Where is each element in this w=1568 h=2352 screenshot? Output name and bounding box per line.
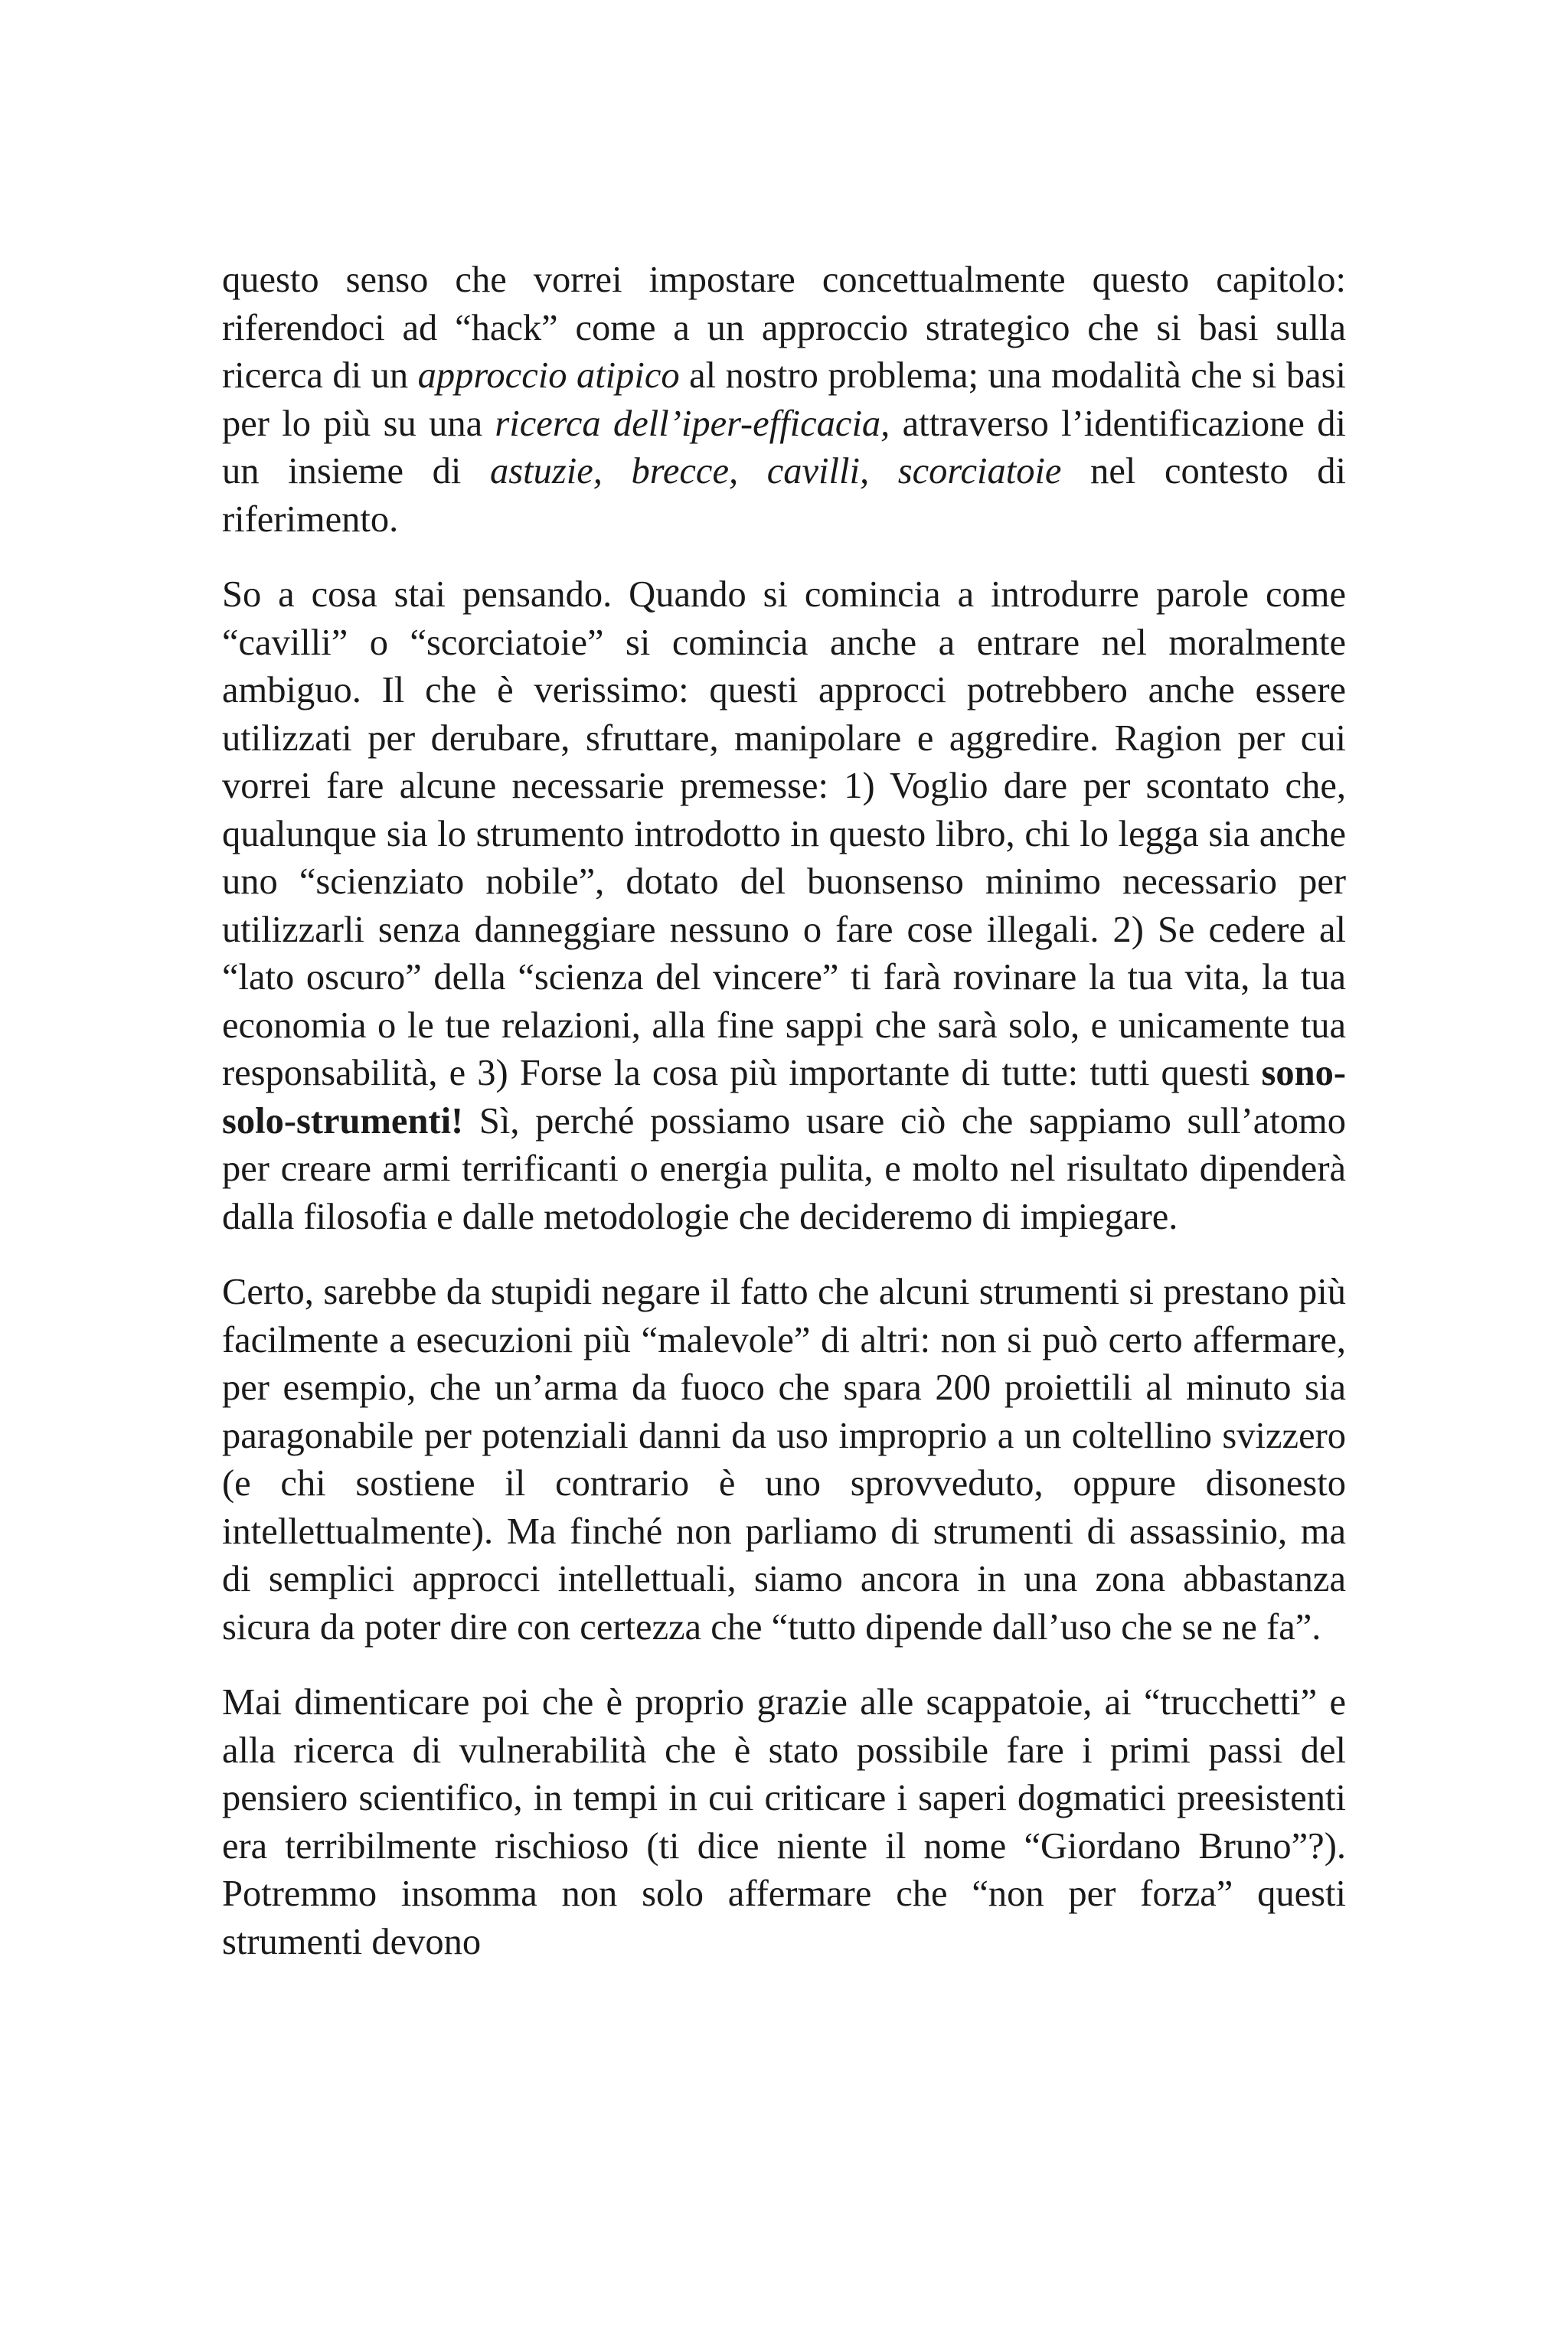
- bold-text: sono-solo-strumenti!: [222, 1053, 1346, 1142]
- paragraph: [222, 1269, 1346, 1651]
- text-run: al nostro problema; una modalità che si basi per lo più su una: [222, 355, 1347, 444]
- text-run: Certo, sarebbe da stupidi negare il fatto che alcuni strumenti si prestano più facilmente a esecuzioni più “malevole” di altri: non si può certo affermare, per esempio, che un’arma da fuoco che spara 200 proiettili al minuto sia paragonabile per potenziali danni da uso improprio a un coltellino svizzero (e chi sostiene il contrario è uno sprovveduto, oppure disonesto intellettualmente). Ma finché non parliamo di strumenti di assassinio, ma di semplici approcci intellettuali, siamo ancora in una zona abbastanza sicura da poter dire con certezza che “tutto dipende dall’uso che se ne fa”.: [222, 1272, 1346, 1648]
- text-run: Mai dimenticare poi che è proprio grazie alle scappatoie, ai “trucchetti” e alla ricerca di vulnerabilità che è stato possibile fare i primi passi del pensiero scientifico, in tempi in cui criticare i saperi dogmatici preesistenti era terribilmente rischioso (ti dice niente il nome “Giordano Bruno”?). Potremmo insomma non solo affermare che “non per forza” questi strumenti devono: [222, 1682, 1346, 1962]
- italic-text: astuzie, brecce, cavilli, scorciatoie: [490, 451, 1062, 492]
- text-run: nel contesto di riferimento.: [222, 451, 1347, 540]
- text-run: questo senso che vorrei impostare concettualmente questo capitolo: riferendoci ad “hack” come a un approccio strategico che si basi sulla ricerca di un: [222, 260, 1346, 396]
- paragraph: [222, 571, 1346, 1241]
- italic-text: approccio atipico: [417, 355, 680, 396]
- body-text: [222, 256, 1346, 1966]
- text-run: So a cosa stai pensando. Quando si comincia a introdurre parole come “cavilli” o “scorciatoie” si comincia anche a entrare nel moralmente ambiguo. Il che è verissimo: questi approcci potrebbero anche essere utilizzati per derubare, sfruttare, manipolare e aggredire. Ragion per cui vorrei fare alcune necessarie premesse: 1) Voglio dare per scontato che, qualunque sia lo strumento introdotto in questo libro, chi lo legga sia anche uno “scienziato nobile”, dotato del buonsenso minimo necessario per utilizzarli senza danneggiare nessuno o fare cose illegali. 2) Se cedere al “lato oscuro” della “scienza del vincere” ti farà rovinare la tua vita, la tua economia o le tue relazioni, alla fine sappi che sarà solo, e unicamente tua responsabilità, e 3) Forse la cosa più importante di tutte: tutti questi: [222, 574, 1346, 1093]
- text-run: attraverso l’identificazione di un insieme di: [222, 403, 1346, 492]
- paragraph: [222, 256, 1346, 544]
- text-run: Sì, perché possiamo usare ciò che sappiamo sull’atomo per creare armi terrificanti o energia pulita, e molto nel risultato dipenderà dalla filosofia e dalle metodologie che decideremo di impiegare.: [222, 1100, 1346, 1237]
- italic-text: ricerca dell’iper-efficacia,: [495, 403, 890, 444]
- paragraph: [222, 1679, 1346, 1966]
